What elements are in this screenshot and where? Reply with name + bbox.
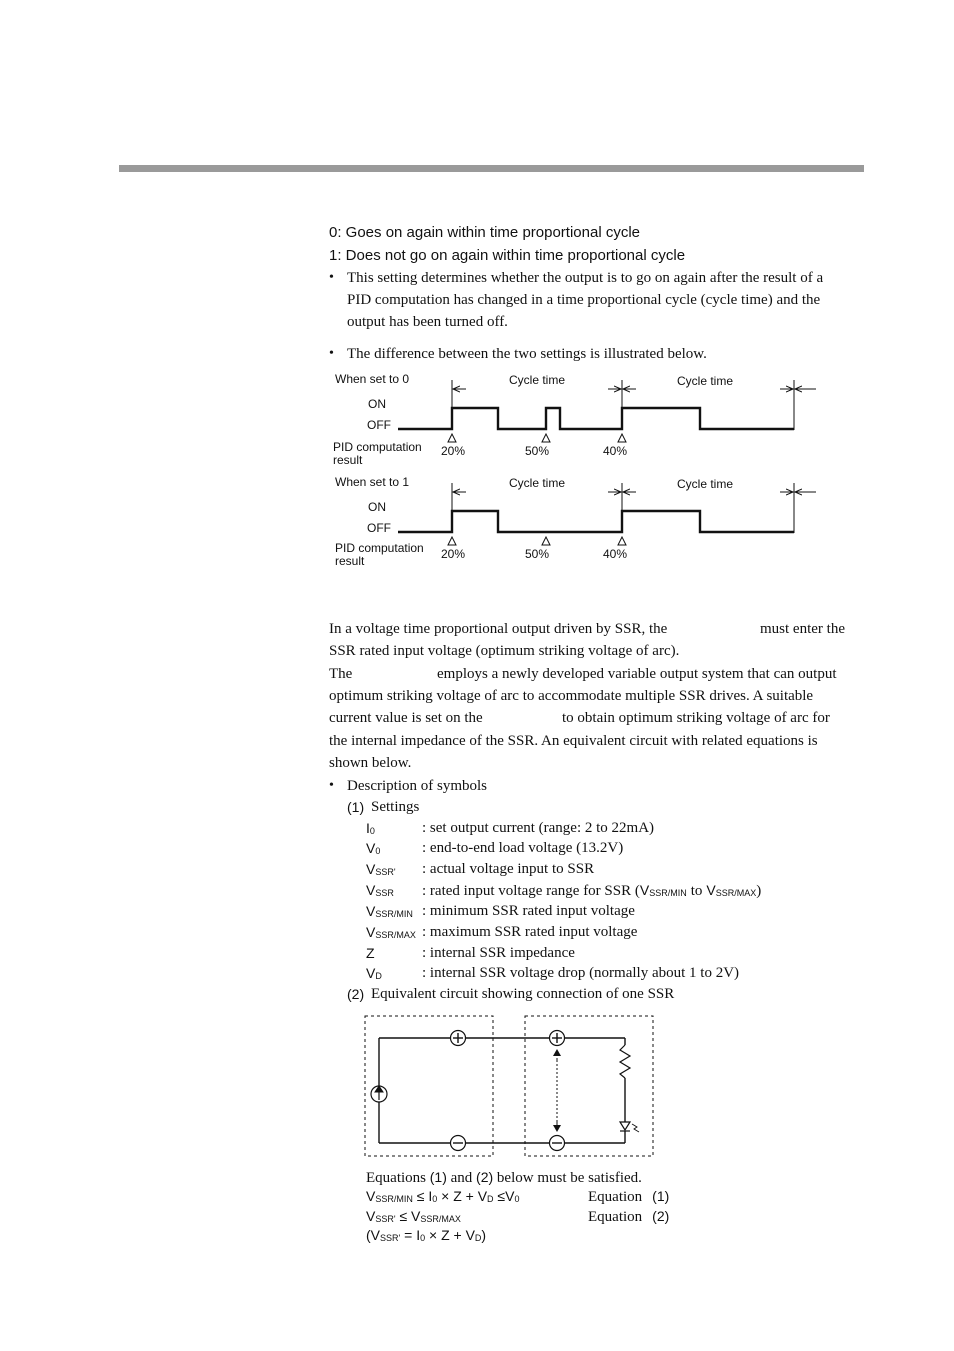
bottom-on-label: ON (368, 500, 386, 514)
equation-1-label: Equation (1) (588, 1188, 670, 1205)
top-pid-label-line-1: PID computation (333, 440, 422, 454)
bottom-off-label: OFF (367, 521, 391, 535)
option-0-text: 0: Goes on again within time proportional cycle (329, 224, 641, 241)
option-1-text: 1: Does not go on again within time proportional cycle (329, 247, 686, 264)
symbol-name: $V_{SSR}$ (366, 882, 394, 898)
para-line-2: SSR rated input voltage (optimum striking voltage of arc). (329, 643, 680, 659)
bullet-1-line-2: PID computation has changed in a time proportional cycle (cycle time) and the (347, 292, 821, 308)
symbol-definition: : end-to-end load voltage (13.2V) (422, 840, 624, 856)
para-line-7: shown below. (329, 755, 412, 771)
symbol-name: $V_0$ (366, 840, 381, 856)
bottom-percent-3: 40% (602, 547, 628, 561)
top-off-label: OFF (367, 418, 391, 432)
symbol-definition: : actual voltage input to SSR (422, 861, 595, 877)
top-pid-label-line-2: result (333, 453, 363, 467)
top-percent-1: 20% (440, 444, 466, 458)
bullet-dot: • (329, 270, 334, 285)
para-line-5a: current value is set on the (329, 710, 483, 726)
equations-intro: Equations (1) and (2) below must be satisfied. (366, 1169, 642, 1186)
para-line-3a: The (329, 666, 353, 682)
symbol-definition: : internal SSR impedance (422, 945, 575, 961)
para-line-1b: must enter the (760, 621, 845, 637)
bottom-cycle-label-2: Cycle time (676, 477, 734, 491)
top-set-label: When set to 0 (335, 372, 410, 386)
bullet-1-line-1: This setting determines whether the output is to go on again after the result of a (347, 270, 824, 286)
symbol-definition: : maximum SSR rated input voltage (422, 924, 638, 940)
bullet-dot: • (329, 346, 334, 361)
symbols-bullet-text: Description of symbols (347, 778, 487, 794)
symbol-definition: : set output current (range: 2 to 22mA) (422, 820, 655, 836)
equation-2-label: Equation (2) (588, 1208, 670, 1225)
equation-3: $(V_{SSR'} = I_0 \times Z + V_D)$ (366, 1227, 487, 1243)
bullet-dot: • (329, 778, 334, 793)
bottom-percent-2: 50% (524, 547, 550, 561)
bottom-pid-label-line-2: result (335, 554, 365, 568)
bottom-set-label: When set to 1 (335, 475, 410, 489)
para-line-4: optimum striking voltage of arc to accommodate multiple SSR drives. A suitable (329, 688, 814, 704)
top-cycle-label-2: Cycle time (676, 374, 734, 388)
para-line-6: the internal impedance of the SSR. An equivalent circuit with related equations is (329, 733, 818, 749)
bottom-pid-label-line-1: PID computation (335, 541, 424, 555)
symbol-definition: : minimum SSR rated input voltage (422, 903, 635, 919)
para-line-3b: employs a newly developed variable output system that can output (437, 666, 837, 682)
top-percent-3: 40% (602, 444, 628, 458)
symbol-name: $V_D$ (366, 965, 382, 981)
settings-heading-number: (1) (347, 799, 365, 815)
symbol-name: $V_{SSR'}$ (366, 861, 396, 877)
circuit-heading-number: (2) (347, 986, 365, 1002)
top-on-label: ON (368, 397, 386, 411)
symbol-definition: : internal SSR voltage drop (normally about 1 to 2V) (422, 965, 740, 981)
bottom-cycle-label-1: Cycle time (508, 476, 566, 490)
bullet-2-text: The difference between the two settings is illustrated below. (347, 346, 707, 362)
circuit-heading: Equivalent circuit showing connection of one SSR (371, 986, 675, 1002)
bullet-1-line-3: output has been turned off. (347, 314, 508, 330)
symbol-name: $V_{SSR/MIN}$ (366, 903, 413, 919)
equation-1: $V_{SSR/MIN} \le I_0 \times Z + V_D \le V_0$ (366, 1188, 520, 1204)
top-percent-2: 50% (524, 444, 550, 458)
symbol-name: $I_0$ (366, 820, 375, 836)
top-cycle-label-1: Cycle time (508, 373, 566, 387)
bottom-percent-1: 20% (440, 547, 466, 561)
symbol-name: $V_{SSR/MAX}$ (366, 924, 416, 940)
symbol-definition: : rated input voltage range for SSR ($V_{SSR/MIN}$ to $V_{SSR/MAX}$) (422, 882, 762, 899)
para-line-1a: In a voltage time proportional output driven by SSR, the (329, 621, 668, 637)
settings-heading: Settings (371, 799, 420, 815)
para-line-5b: to obtain optimum striking voltage of arc for (562, 710, 830, 726)
symbol-name: Z (366, 945, 375, 961)
equation-2: $V_{SSR'} \le V_{SSR/MAX}$ (366, 1208, 461, 1224)
